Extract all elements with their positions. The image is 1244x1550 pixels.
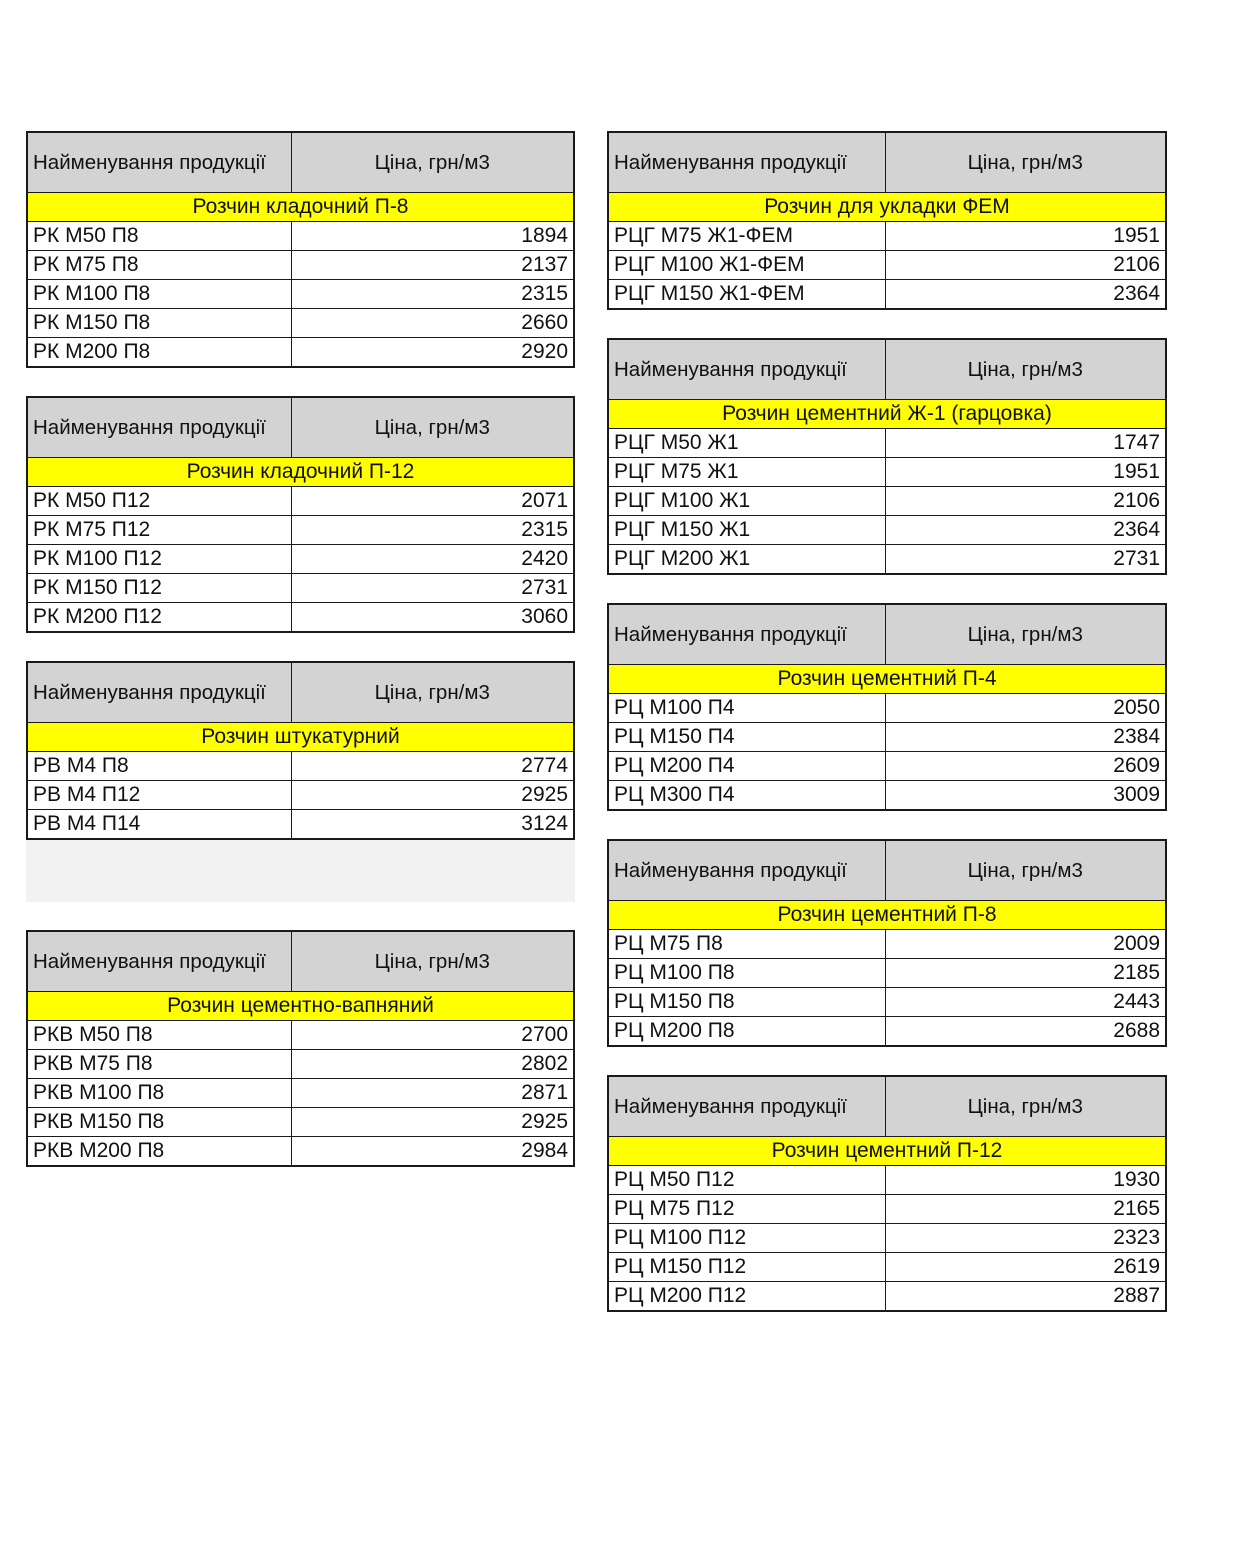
table-row bbox=[27, 574, 574, 603]
product-name: РЦГ М100 Ж1-ФЕМ bbox=[608, 251, 885, 280]
price-table bbox=[26, 930, 575, 1167]
product-name: РЦГ М200 Ж1 bbox=[608, 545, 885, 575]
spacer bbox=[607, 310, 1167, 338]
column-header-name: Найменування продукції bbox=[27, 931, 291, 992]
product-name: РК М200 П8 bbox=[27, 338, 291, 368]
table-row bbox=[608, 694, 1166, 723]
product-name: РК М50 П12 bbox=[27, 487, 291, 516]
table-row bbox=[27, 222, 574, 251]
section-title: Розчин цементний П-12 bbox=[608, 1137, 1166, 1166]
column-header-name: Найменування продукції bbox=[608, 132, 885, 193]
product-name: РВ М4 П12 bbox=[27, 781, 291, 810]
table-row bbox=[608, 545, 1166, 575]
product-name: РЦ М150 П8 bbox=[608, 988, 885, 1017]
product-name: РК М200 П12 bbox=[27, 603, 291, 633]
product-price: 1747 bbox=[885, 429, 1166, 458]
column-header-name: Найменування продукції bbox=[608, 604, 885, 665]
section-title-row bbox=[27, 193, 574, 222]
product-name: РК М100 П8 bbox=[27, 280, 291, 309]
table-row bbox=[27, 1137, 574, 1167]
price-table-block bbox=[26, 930, 575, 1167]
product-name: РЦ М75 П12 bbox=[608, 1195, 885, 1224]
price-table bbox=[26, 396, 575, 633]
product-price: 2364 bbox=[885, 280, 1166, 310]
table-header-row bbox=[27, 931, 574, 992]
section-title: Розчин цементний П-4 bbox=[608, 665, 1166, 694]
column-header-price: Ціна, грн/м3 bbox=[885, 840, 1166, 901]
table-row bbox=[27, 810, 574, 840]
section-title: Розчин цементний Ж-1 (гарцовка) bbox=[608, 400, 1166, 429]
column-header-name: Найменування продукції bbox=[27, 397, 291, 458]
price-table bbox=[607, 839, 1167, 1047]
product-price: 2774 bbox=[291, 752, 574, 781]
product-price: 2315 bbox=[291, 280, 574, 309]
column-header-price: Ціна, грн/м3 bbox=[291, 662, 574, 723]
column-header-name: Найменування продукції bbox=[608, 339, 885, 400]
product-name: РЦГ М150 Ж1 bbox=[608, 516, 885, 545]
table-header-row bbox=[27, 132, 574, 193]
product-price: 2009 bbox=[885, 930, 1166, 959]
price-table-block bbox=[607, 603, 1167, 811]
section-title-row bbox=[608, 901, 1166, 930]
table-header-row bbox=[608, 132, 1166, 193]
column-header-name: Найменування продукції bbox=[27, 662, 291, 723]
product-price: 2137 bbox=[291, 251, 574, 280]
table-row bbox=[27, 251, 574, 280]
price-table bbox=[26, 661, 575, 840]
table-header-row bbox=[608, 840, 1166, 901]
product-price: 2619 bbox=[885, 1253, 1166, 1282]
column-header-price: Ціна, грн/м3 bbox=[885, 1076, 1166, 1137]
column-header-price: Ціна, грн/м3 bbox=[885, 604, 1166, 665]
section-title: Розчин кладочний П-8 bbox=[27, 193, 574, 222]
table-row bbox=[608, 1253, 1166, 1282]
product-price: 2920 bbox=[291, 338, 574, 368]
table-row bbox=[608, 1195, 1166, 1224]
table-header-row bbox=[608, 1076, 1166, 1137]
table-header-row bbox=[27, 397, 574, 458]
column-header-price: Ціна, грн/м3 bbox=[885, 132, 1166, 193]
product-price: 2731 bbox=[291, 574, 574, 603]
section-title: Розчин кладочний П-12 bbox=[27, 458, 574, 487]
product-name: РЦ М100 П4 bbox=[608, 694, 885, 723]
table-row bbox=[608, 1224, 1166, 1253]
price-table-block bbox=[26, 396, 575, 633]
table-row bbox=[27, 1050, 574, 1079]
price-table-block bbox=[607, 839, 1167, 1047]
section-title-row bbox=[27, 992, 574, 1021]
product-name: РЦ М300 П4 bbox=[608, 781, 885, 811]
table-header-row bbox=[27, 662, 574, 723]
spacer bbox=[607, 575, 1167, 603]
price-table bbox=[26, 131, 575, 368]
table-row bbox=[27, 338, 574, 368]
column-header-price: Ціна, грн/м3 bbox=[885, 339, 1166, 400]
column-header-price: Ціна, грн/м3 bbox=[291, 931, 574, 992]
product-name: РВ М4 П8 bbox=[27, 752, 291, 781]
product-price: 1930 bbox=[885, 1166, 1166, 1195]
product-name: РКВ М75 П8 bbox=[27, 1050, 291, 1079]
price-table-block bbox=[26, 661, 575, 840]
table-row bbox=[608, 752, 1166, 781]
product-price: 2688 bbox=[885, 1017, 1166, 1047]
table-row bbox=[608, 516, 1166, 545]
price-table-block bbox=[607, 131, 1167, 310]
section-title: Розчин штукатурний bbox=[27, 723, 574, 752]
product-price: 2364 bbox=[885, 516, 1166, 545]
product-name: РЦ М75 П8 bbox=[608, 930, 885, 959]
table-row bbox=[608, 959, 1166, 988]
product-name: РКВ М200 П8 bbox=[27, 1137, 291, 1167]
table-row bbox=[27, 1108, 574, 1137]
left-column bbox=[26, 131, 575, 1167]
product-name: РЦ М200 П12 bbox=[608, 1282, 885, 1312]
product-price: 2731 bbox=[885, 545, 1166, 575]
section-title-row bbox=[608, 400, 1166, 429]
section-title-row bbox=[608, 1137, 1166, 1166]
product-price: 2106 bbox=[885, 487, 1166, 516]
product-price: 2984 bbox=[291, 1137, 574, 1167]
product-name: РЦ М200 П4 bbox=[608, 752, 885, 781]
spacer bbox=[26, 368, 575, 396]
table-row bbox=[608, 251, 1166, 280]
product-name: РЦГ М100 Ж1 bbox=[608, 487, 885, 516]
product-price: 2609 bbox=[885, 752, 1166, 781]
price-table bbox=[607, 603, 1167, 811]
section-title: Розчин для укладки ФЕМ bbox=[608, 193, 1166, 222]
table-row bbox=[608, 1017, 1166, 1047]
product-name: РК М100 П12 bbox=[27, 545, 291, 574]
product-price: 2185 bbox=[885, 959, 1166, 988]
table-row bbox=[608, 487, 1166, 516]
table-header-row bbox=[608, 339, 1166, 400]
product-price: 2700 bbox=[291, 1021, 574, 1050]
column-header-name: Найменування продукції bbox=[608, 1076, 885, 1137]
section-title: Розчин цементний П-8 bbox=[608, 901, 1166, 930]
product-name: РКВ М150 П8 bbox=[27, 1108, 291, 1137]
product-name: РЦГ М150 Ж1-ФЕМ bbox=[608, 280, 885, 310]
column-header-price: Ціна, грн/м3 bbox=[291, 132, 574, 193]
product-name: РК М150 П8 bbox=[27, 309, 291, 338]
product-price: 2384 bbox=[885, 723, 1166, 752]
table-row bbox=[27, 752, 574, 781]
product-name: РЦ М100 П12 bbox=[608, 1224, 885, 1253]
table-row bbox=[608, 222, 1166, 251]
product-name: РЦ М200 П8 bbox=[608, 1017, 885, 1047]
empty-grey-block bbox=[26, 840, 575, 902]
table-row bbox=[608, 429, 1166, 458]
product-name: РК М75 П8 bbox=[27, 251, 291, 280]
product-price: 2887 bbox=[885, 1282, 1166, 1312]
product-price: 2443 bbox=[885, 988, 1166, 1017]
product-name: РЦГ М50 Ж1 bbox=[608, 429, 885, 458]
product-price: 2165 bbox=[885, 1195, 1166, 1224]
section-title: Розчин цементно-вапняний bbox=[27, 992, 574, 1021]
product-price: 2660 bbox=[291, 309, 574, 338]
table-row bbox=[27, 280, 574, 309]
table-row bbox=[27, 603, 574, 633]
table-row bbox=[27, 516, 574, 545]
table-row bbox=[608, 458, 1166, 487]
table-row bbox=[27, 1021, 574, 1050]
product-price: 1951 bbox=[885, 458, 1166, 487]
product-price: 2925 bbox=[291, 781, 574, 810]
product-price: 2050 bbox=[885, 694, 1166, 723]
product-price: 2323 bbox=[885, 1224, 1166, 1253]
section-title-row bbox=[27, 458, 574, 487]
table-row bbox=[608, 781, 1166, 811]
table-row bbox=[608, 1166, 1166, 1195]
column-header-name: Найменування продукції bbox=[27, 132, 291, 193]
table-row bbox=[608, 723, 1166, 752]
product-price: 3060 bbox=[291, 603, 574, 633]
product-name: РКВ М50 П8 bbox=[27, 1021, 291, 1050]
column-header-price: Ціна, грн/м3 bbox=[291, 397, 574, 458]
product-name: РЦГ М75 Ж1-ФЕМ bbox=[608, 222, 885, 251]
table-row bbox=[27, 1079, 574, 1108]
product-name: РК М75 П12 bbox=[27, 516, 291, 545]
product-price: 2871 bbox=[291, 1079, 574, 1108]
right-column bbox=[607, 131, 1167, 1312]
column-header-name: Найменування продукції bbox=[608, 840, 885, 901]
table-row bbox=[27, 309, 574, 338]
product-name: РК М150 П12 bbox=[27, 574, 291, 603]
price-table-block bbox=[607, 1075, 1167, 1312]
product-name: РЦ М50 П12 bbox=[608, 1166, 885, 1195]
price-table-block bbox=[26, 131, 575, 368]
product-price: 3009 bbox=[885, 781, 1166, 811]
product-name: РК М50 П8 bbox=[27, 222, 291, 251]
product-price: 2420 bbox=[291, 545, 574, 574]
product-name: РЦГ М75 Ж1 bbox=[608, 458, 885, 487]
product-price: 2802 bbox=[291, 1050, 574, 1079]
table-row bbox=[27, 781, 574, 810]
table-row bbox=[608, 1282, 1166, 1312]
table-header-row bbox=[608, 604, 1166, 665]
table-row bbox=[27, 545, 574, 574]
table-row bbox=[608, 988, 1166, 1017]
product-price: 2925 bbox=[291, 1108, 574, 1137]
price-table bbox=[607, 338, 1167, 575]
spacer bbox=[607, 811, 1167, 839]
section-title-row bbox=[608, 193, 1166, 222]
product-name: РЦ М150 П12 bbox=[608, 1253, 885, 1282]
price-table bbox=[607, 1075, 1167, 1312]
product-price: 2106 bbox=[885, 251, 1166, 280]
product-price: 3124 bbox=[291, 810, 574, 840]
price-table-block bbox=[607, 338, 1167, 575]
price-table bbox=[607, 131, 1167, 310]
product-price: 1894 bbox=[291, 222, 574, 251]
spacer bbox=[26, 633, 575, 661]
section-title-row bbox=[27, 723, 574, 752]
product-price: 2071 bbox=[291, 487, 574, 516]
product-name: РКВ М100 П8 bbox=[27, 1079, 291, 1108]
product-name: РЦ М100 П8 bbox=[608, 959, 885, 988]
product-name: РВ М4 П14 bbox=[27, 810, 291, 840]
table-row bbox=[608, 930, 1166, 959]
spacer bbox=[607, 1047, 1167, 1075]
section-title-row bbox=[608, 665, 1166, 694]
table-row bbox=[27, 487, 574, 516]
table-row bbox=[608, 280, 1166, 310]
product-price: 2315 bbox=[291, 516, 574, 545]
product-price: 1951 bbox=[885, 222, 1166, 251]
product-name: РЦ М150 П4 bbox=[608, 723, 885, 752]
